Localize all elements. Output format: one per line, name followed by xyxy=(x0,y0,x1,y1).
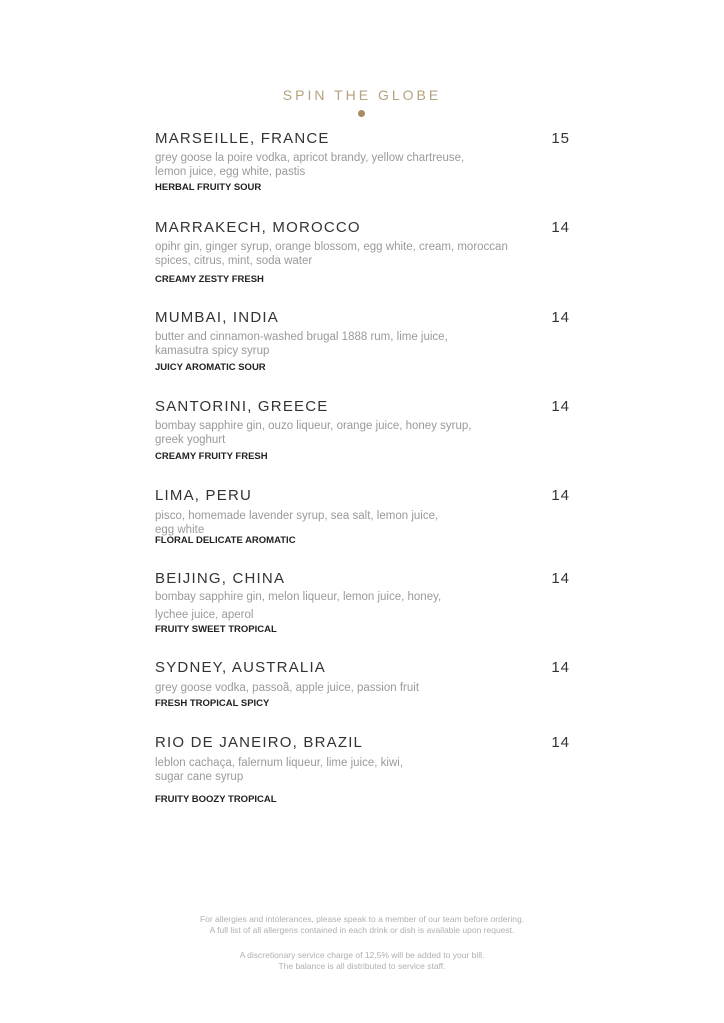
item-tags: JUICY AROMATIC SOUR xyxy=(155,362,266,373)
item-description: bombay sapphire gin, melon liqueur, lemon juice, honey, lychee juice, aperol xyxy=(155,591,442,621)
item-tags: CREAMY FRUITY FRESH xyxy=(155,451,268,462)
item-name: LIMA, PERU xyxy=(155,487,253,504)
menu-item xyxy=(155,570,570,636)
item-description: grey goose vodka, passoã, apple juice, passion fruit xyxy=(155,682,420,694)
item-description: butter and cinnamon-washed brugal 1888 rum, lime juice, kamasutra spicy syrup xyxy=(155,331,448,357)
item-price: 14 xyxy=(551,398,570,415)
section-heading: SPIN THE GLOBE xyxy=(282,87,442,103)
item-description: leblon cachaça, falernum liqueur, lime juice, kiwi, sugar cane syrup xyxy=(155,757,404,783)
menu-item xyxy=(155,659,570,710)
menu-item xyxy=(155,219,570,286)
item-price: 14 xyxy=(551,570,570,587)
item-tags: HERBAL FRUITY SOUR xyxy=(155,182,262,193)
item-description: pisco, homemade lavender syrup, sea salt, lemon juice, egg white xyxy=(155,510,439,536)
item-name: SANTORINI, GREECE xyxy=(155,398,329,415)
item-name: BEIJING, CHINA xyxy=(155,570,286,587)
item-description: bombay sapphire gin, ouzo liqueur, orange juice, honey syrup, greek yoghurt xyxy=(155,420,472,446)
item-price: 14 xyxy=(551,309,570,326)
divider-dot xyxy=(358,110,365,117)
menu-item xyxy=(155,734,570,806)
item-tags: FRESH TROPICAL SPICY xyxy=(155,698,270,709)
menu-item xyxy=(155,398,570,463)
item-price: 15 xyxy=(551,130,570,147)
item-tags: FRUITY SWEET TROPICAL xyxy=(155,624,277,635)
item-price: 14 xyxy=(551,219,570,236)
item-price: 14 xyxy=(551,487,570,504)
menu-item xyxy=(155,309,570,374)
menu-item xyxy=(155,130,570,194)
item-name: MUMBAI, INDIA xyxy=(155,309,279,326)
item-tags: FRUITY BOOZY TROPICAL xyxy=(155,794,277,805)
item-description: grey goose la poire vodka, apricot brandy, yellow chartreuse, lemon juice, egg white, pastis xyxy=(155,152,465,178)
item-tags: CREAMY ZESTY FRESH xyxy=(155,274,264,285)
menu-item xyxy=(155,487,570,547)
item-description: opihr gin, ginger syrup, orange blossom, egg white, cream, moroccan spices, citrus, mint, soda water xyxy=(155,241,508,267)
item-tags: FLORAL DELICATE AROMATIC xyxy=(155,535,296,546)
item-name: SYDNEY, AUSTRALIA xyxy=(155,659,327,676)
allergy-notice: For allergies and intolerances, please speak to a member of our team before ordering. A full list of all allergens contained in each drink or dish is available upon request. xyxy=(199,914,525,935)
item-price: 14 xyxy=(551,734,570,751)
item-name: RIO DE JANEIRO, BRAZIL xyxy=(155,734,364,751)
item-price: 14 xyxy=(551,659,570,676)
service-charge-notice: A discretionary service charge of 12.5% will be added to your bill. The balance is all distributed to service staff. xyxy=(239,950,485,971)
item-name: MARSEILLE, FRANCE xyxy=(155,130,330,147)
item-name: MARRAKECH, MOROCCO xyxy=(155,219,361,236)
